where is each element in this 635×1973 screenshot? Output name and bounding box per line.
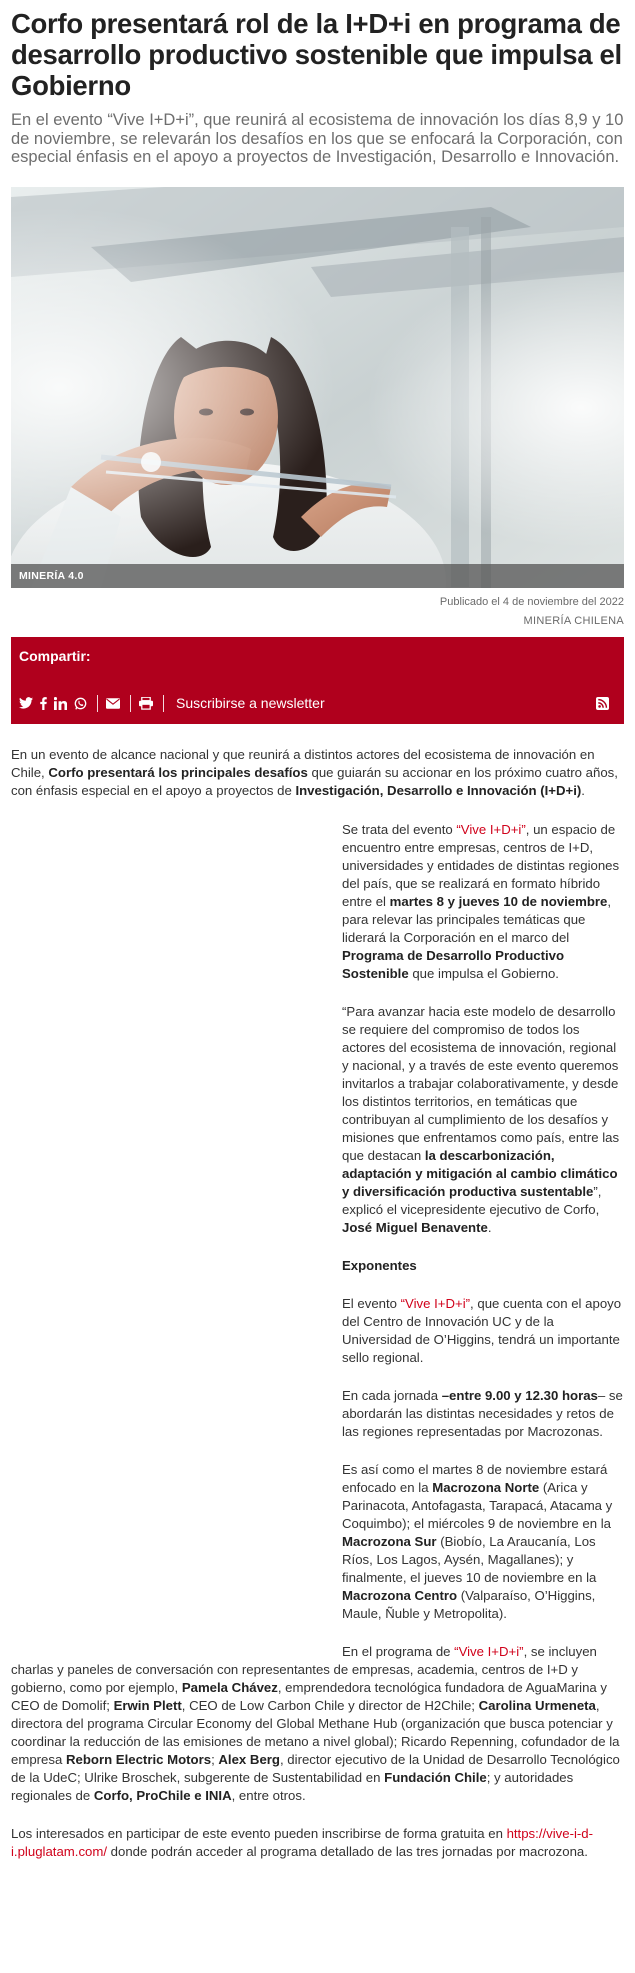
quote-paragraph — [342, 1003, 624, 1237]
text-run: donde podrán acceder al programa detallado de las tres jornadas por macrozona. — [107, 1843, 588, 1859]
text-run: Es así como el martes 8 de noviembre estará enfocado en la — [342, 1461, 608, 1495]
text-run: ; y autoridades regionales de — [11, 1769, 574, 1803]
text-run: , emprendedora tecnológica fundadora de AguaMarina y CEO de Domolif; — [11, 1679, 608, 1713]
text-run: (Valparaíso, O’Higgins, Maule, Ñuble y Metropolita). — [342, 1587, 596, 1621]
support-paragraph — [342, 1295, 624, 1367]
text-run: En un evento de alcance nacional y que reunirá a distintos actores del ecosistema de innovación en Chile, — [11, 746, 595, 780]
article-photo — [11, 187, 624, 588]
bold-run: Carolina Urmeneta — [478, 1697, 596, 1713]
text-run: En el programa de — [342, 1643, 455, 1659]
bold-run: Corfo, ProChile e INIA — [93, 1787, 232, 1803]
text-run: , se incluyen charlas y paneles de conversación con representantes de empresas, academia, centros de I+D y gobierno, como por ejemplo, — [11, 1643, 597, 1695]
event-link[interactable]: “Vive I+D+i” — [400, 1295, 471, 1311]
text-run: – se abordarán las distintas necesidades y retos de las regiones representadas por Macrozonas. — [342, 1387, 623, 1439]
share-row — [19, 695, 616, 712]
bold-run: la descarbonización, adaptación y mitigación al cambio climático y diversificación productiva sustentable — [342, 1147, 618, 1199]
text-run: El evento — [342, 1295, 401, 1311]
section-heading: Exponentes — [342, 1257, 417, 1273]
lab-photo-illustration — [11, 187, 624, 588]
bold-run: Macrozona Sur — [342, 1533, 437, 1549]
bold-run: Erwin Plett — [113, 1697, 182, 1713]
text-run: (Biobío, La Araucanía, Los Ríos, Los Lagos, Aysén, Magallanes); y finalmente, el jueves 10 de noviembre en la — [342, 1533, 597, 1585]
text-run: Los interesados en participar de este evento pueden inscribirse de forma gratuita en — [11, 1825, 507, 1841]
text-run: . — [487, 1219, 492, 1235]
text-run: Se trata del evento — [342, 821, 457, 837]
text-run: ”, explicó el vicepresidente ejecutivo de Corfo, — [342, 1183, 602, 1217]
text-run: , entre otros. — [231, 1787, 306, 1803]
text-run: , directora del programa Circular Economy del Global Methane Hub (organización que busca potenciar y coordinar la reducción de las emisiones de metano a nivel global); Ricardo Repenning, cofundador de la empresa — [11, 1697, 620, 1767]
bold-run: martes 8 y jueves 10 de noviembre — [389, 893, 608, 909]
event-paragraph — [342, 821, 624, 983]
text-run: que guiarán su accionar en los próximo cuatro años, con énfasis especial en el apoyo a proyectos de — [11, 764, 618, 798]
bold-run: Programa de Desarrollo Productivo Sostenible — [342, 947, 565, 981]
bold-run: Macrozona Centro — [342, 1587, 458, 1603]
right-column — [342, 821, 624, 1623]
linkedin-icon[interactable] — [54, 695, 67, 712]
bold-run: Reborn Electric Motors — [65, 1751, 212, 1767]
newsletter-link[interactable]: Suscribirse a newsletter — [176, 695, 325, 711]
bold-run: Investigación, Desarrollo e Innovación (I+D+i) — [295, 782, 582, 798]
bold-run: Corfo presentará los principales desafíos — [48, 764, 308, 780]
text-run: , que cuenta con el apoyo del Centro de Innovación UC y de la Universidad de O’Higgins, tendrá un importante sello regional. — [342, 1295, 622, 1365]
text-run: , director ejecutivo de la Unidad de Desarrollo Tecnológico de la UdeC; Ulrike Broschek, subgerente de Sustentabilidad en — [11, 1751, 620, 1785]
article-body — [11, 746, 624, 1861]
whatsapp-icon[interactable] — [74, 695, 87, 712]
rss-icon[interactable] — [596, 695, 609, 712]
text-run: ; — [211, 1751, 219, 1767]
registration-link[interactable]: https://vive-i-d-i.pluglatam.com/ — [11, 1825, 594, 1859]
print-icon[interactable] — [139, 695, 153, 712]
article-page — [0, 8, 635, 1973]
bold-run: Alex Berg — [218, 1751, 280, 1767]
bold-run: José Miguel Benavente — [342, 1219, 488, 1235]
bold-run: Pamela Chávez — [181, 1679, 278, 1695]
twitter-icon[interactable] — [19, 695, 33, 712]
schedule-paragraph — [342, 1387, 624, 1441]
text-run: , un espacio de encuentro entre empresas, centros de I+D, universidades y entidades de distintas regiones del país, que se realizará en formato híbrido entre el — [342, 821, 620, 909]
facebook-icon[interactable] — [40, 695, 47, 712]
article-title: Corfo presentará rol de la I+D+i en programa de desarrollo productivo sostenible que impulsa el Gobierno — [11, 8, 622, 101]
share-title: Compartir: — [19, 647, 91, 664]
email-icon[interactable] — [106, 695, 120, 712]
share-box — [11, 637, 624, 724]
text-run: (Arica y Parinacota, Antofagasta, Tarapacá, Atacama y Coquimbo); el miércoles 9 de noviembre en la — [342, 1479, 613, 1531]
intro-paragraph — [11, 746, 624, 800]
article-subtitle: En el evento “Vive I+D+i”, que reunirá al ecosistema de innovación los días 8,9 y 10 de noviembre, se relevarán los desafíos en los que se enfocará la Corporación, con especial énfasis en el apoyo a proyectos de Investigación, Desarrollo e Innovación. — [11, 111, 624, 166]
bold-run: Fundación Chile — [384, 1769, 487, 1785]
text-run: , CEO de Low Carbon Chile y director de H2Chile; — [181, 1697, 479, 1713]
share-divider — [97, 695, 98, 712]
bold-run: –entre 9.00 y 12.30 horas — [441, 1387, 598, 1403]
text-run: En cada jornada — [342, 1387, 442, 1403]
event-link[interactable]: “Vive I+D+i” — [454, 1643, 524, 1659]
text-run: “Para avanzar hacia este modelo de desarrollo se requiere del compromiso de todos los actores del ecosistema de innovación, regional y nacional, y a través de este evento queremos invitarlos a trabajar colaborativamente, y desde los distintos territorios, en temáticas que contribuyan al cumplimiento de los desafíos y misiones que enfrentamos como país, entre las que destacan — [342, 1003, 620, 1163]
text-run: . — [581, 782, 585, 798]
share-divider — [163, 695, 164, 712]
text-run: que impulsa el Gobierno. — [408, 965, 559, 981]
photo-caption: MINERÍA 4.0 — [11, 564, 624, 588]
macrozones-paragraph — [342, 1461, 624, 1623]
text-run: , para relevar las principales temáticas que liderará la Corporación en el marco del — [342, 893, 612, 945]
source-label: MINERÍA CHILENA — [523, 614, 624, 627]
published-date: Publicado el 4 de noviembre del 2022 — [439, 595, 624, 608]
bold-run: Macrozona Norte — [432, 1479, 540, 1495]
share-divider — [130, 695, 131, 712]
event-link[interactable]: “Vive I+D+i” — [456, 821, 526, 837]
speakers-paragraph — [11, 1643, 624, 1805]
registration-paragraph — [11, 1825, 624, 1861]
